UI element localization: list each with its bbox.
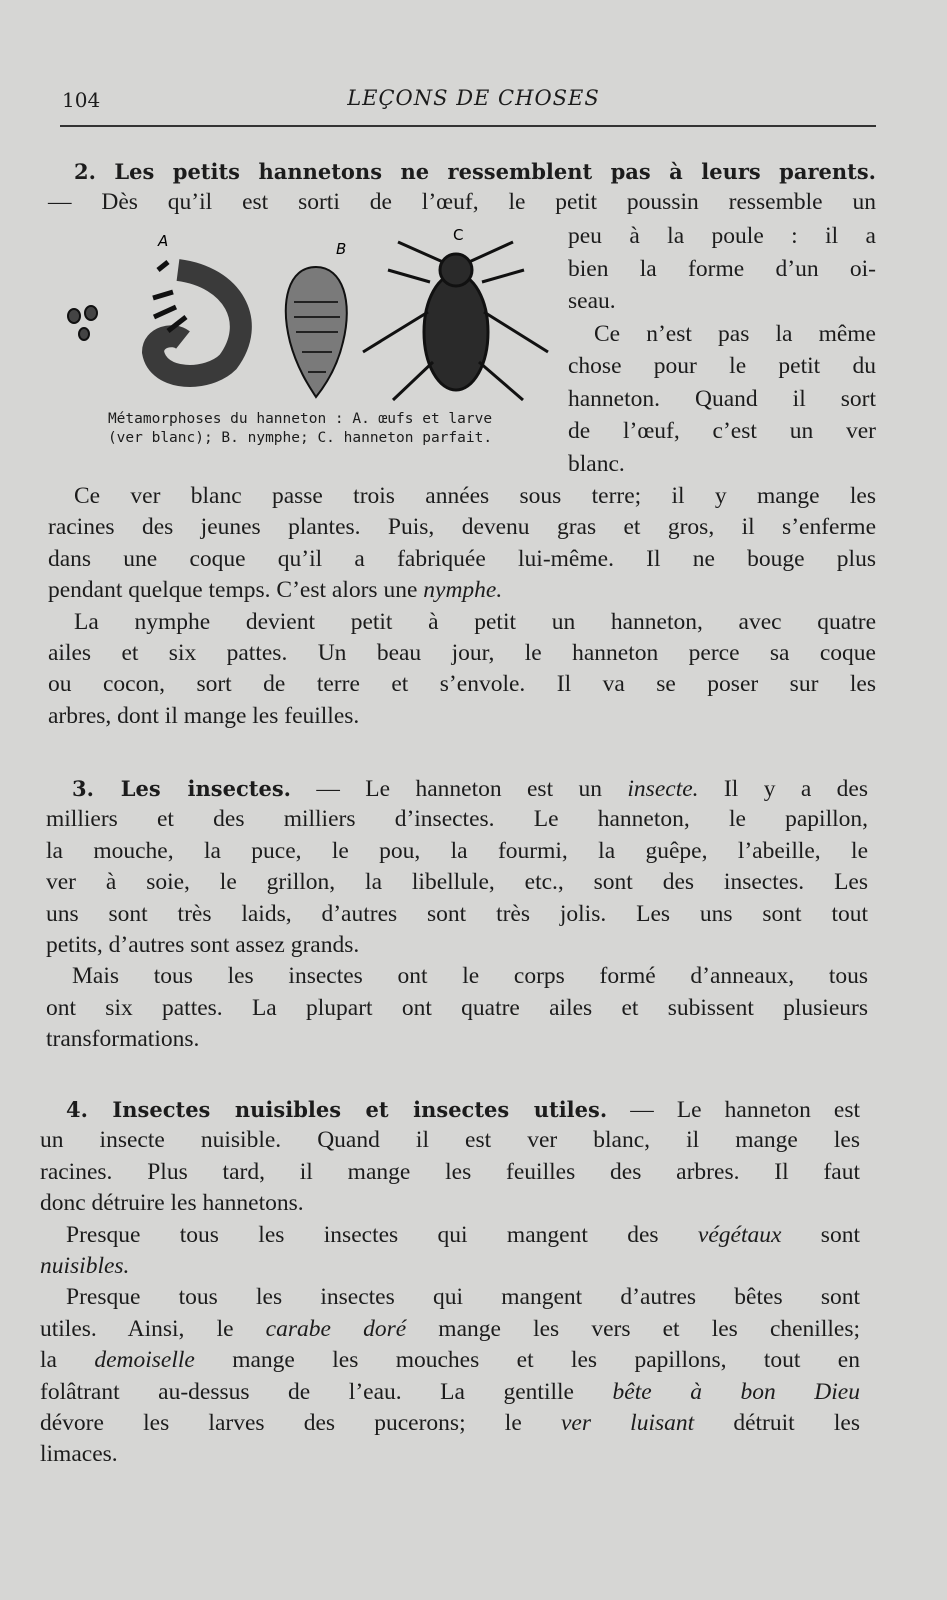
emphasized-term: insecte. — [627, 776, 699, 802]
text-run: Mais tous les insectes ont le corps formé d’anneaux, tous — [72, 963, 868, 990]
text-run: transformations. — [46, 1026, 200, 1053]
text-run: pendant quelque temps. C’est alors une — [48, 577, 424, 604]
text-run: bien la forme d’un oi- — [568, 255, 876, 282]
page-number: 104 — [62, 88, 101, 112]
text-line — [40, 1345, 860, 1376]
text-run: arbres, dont il mange les feuilles. — [48, 702, 360, 729]
text-line — [48, 544, 876, 575]
text-run: peu à la poule : il a — [568, 223, 876, 249]
text-run: la — [40, 1347, 95, 1374]
text-line — [46, 836, 868, 867]
figure-label-a: A — [158, 232, 169, 250]
eggs-drawing — [68, 306, 97, 340]
larva-drawing — [153, 262, 241, 376]
section-3-insects — [46, 773, 868, 1056]
text-run: utiles. Ainsi, le — [40, 1315, 266, 1342]
emphasized-term: nymphe. — [423, 577, 503, 604]
text-run: mange les mouches et les papillons, tout en — [194, 1347, 860, 1374]
text-run: Il y a des — [698, 776, 868, 802]
text-line — [48, 607, 876, 638]
emphasized-term: demoiselle — [94, 1347, 195, 1374]
text-run: blanc. — [568, 450, 625, 477]
emphasized-term: végétaux — [697, 1221, 782, 1248]
text-line — [46, 930, 868, 961]
text-line — [40, 1408, 860, 1439]
section-heading: 2. Les petits hannetons ne ressemblent pas à leurs parents. — [74, 159, 876, 184]
text-line — [40, 1314, 860, 1345]
text-line — [46, 804, 868, 835]
text-run: ont six pattes. La plupart ont quatre ailes et subissent plusieurs — [46, 994, 868, 1021]
header-rule — [60, 125, 876, 127]
text-line — [568, 415, 876, 448]
text-line — [40, 1157, 860, 1188]
text-run: ver à soie, le grillon, la libellule, etc., sont des insectes. Les — [46, 869, 868, 896]
emphasized-term: carabe doré — [265, 1315, 407, 1342]
text-line — [40, 1094, 860, 1125]
emphasized-term: bête à bon Dieu — [612, 1378, 860, 1405]
figure-label-c: C — [453, 226, 464, 244]
text-line — [40, 1377, 860, 1408]
text-run: racines des jeunes plantes. Puis, devenu gras et gros, il s’enferme — [48, 514, 876, 541]
text-line — [46, 899, 868, 930]
text-run: Presque tous les insectes qui mangent d’autres bêtes sont — [66, 1284, 860, 1311]
text-run: la mouche, la puce, le pou, la fourmi, la guêpe, l’abeille, le — [46, 837, 868, 864]
text-line — [46, 993, 868, 1024]
text-line — [48, 187, 876, 218]
text-run: — Dès qu’il est sorti de l’œuf, le petit poussin ressemble un — [48, 189, 876, 216]
text-line — [40, 1251, 860, 1282]
text-run: Ce n’est pas la même — [594, 320, 876, 347]
text-run: chose pour le petit du — [568, 353, 876, 379]
section-2-side-column — [568, 220, 876, 480]
text-line — [46, 867, 868, 898]
caption-line: (ver blanc); B. nymphe; C. hanneton parfait. — [107, 430, 493, 446]
text-line — [48, 575, 876, 606]
text-line — [40, 1282, 860, 1313]
text-run: mange les vers et les chenilles; — [406, 1315, 861, 1342]
running-title: LEÇONS DE CHOSES — [347, 86, 600, 110]
text-run: donc détruire les hannetons. — [40, 1190, 304, 1217]
emphasized-term: nuisibles. — [40, 1252, 130, 1279]
text-run: limaces. — [40, 1441, 118, 1468]
text-line — [568, 448, 876, 481]
text-line — [568, 350, 876, 383]
section-2-intro — [48, 156, 876, 219]
text-run: sont — [781, 1221, 860, 1248]
text-line — [48, 701, 876, 732]
figure-caption — [50, 410, 550, 448]
text-line — [568, 220, 876, 253]
text-line — [40, 1125, 860, 1156]
text-line — [40, 1439, 860, 1470]
text-line — [48, 481, 876, 512]
text-run: hanneton. Quand il sort — [568, 385, 876, 412]
text-line — [568, 253, 876, 286]
text-run: seau. — [568, 288, 616, 314]
text-line — [48, 669, 876, 700]
text-run: dans une coque qu’il a fabriquée lui-même. Il ne bouge plus — [48, 545, 876, 572]
section-heading: 4. Insectes nuisibles et insectes utiles. — [66, 1097, 608, 1122]
text-run: détruit les — [694, 1409, 860, 1436]
text-run: un insecte nuisible. Quand il est ver blanc, il mange les — [40, 1127, 860, 1154]
text-run: de l’œuf, c’est un ver — [568, 418, 876, 444]
text-run: dévore les larves des pucerons; le — [40, 1409, 561, 1436]
text-run: Ce ver blanc passe trois années sous terre; il y mange les — [74, 483, 876, 509]
text-line — [568, 318, 876, 351]
text-line — [46, 1024, 868, 1055]
caption-line: Métamorphoses du hanneton : A. œufs et larve — [107, 411, 493, 427]
text-line — [40, 1220, 860, 1251]
text-run: — Le hanneton est un — [290, 776, 628, 802]
text-run: petits, d’autres sont assez grands. — [46, 931, 360, 958]
text-line — [568, 383, 876, 416]
text-line — [46, 961, 868, 992]
text-run: racines. Plus tard, il mange les feuilles des arbres. Il faut — [40, 1158, 860, 1185]
text-run: uns sont très laids, d’autres sont très jolis. Les uns sont tout — [46, 900, 868, 927]
text-run: ou cocon, sort de terre et s’envole. Il va se poser sur les — [48, 671, 876, 698]
emphasized-term: ver luisant — [560, 1409, 695, 1436]
text-run: Presque tous les insectes qui mangent des — [66, 1221, 698, 1248]
figure-label-b: B — [336, 240, 347, 258]
metamorphosis-illustration — [58, 222, 558, 407]
section-4-harmful-useful — [40, 1094, 860, 1471]
text-run: milliers et des milliers d’insectes. Le hanneton, le papillon, — [46, 806, 868, 833]
text-run: ailes et six pattes. Un beau jour, le hanneton perce sa coque — [48, 639, 876, 666]
pupa-drawing — [286, 267, 347, 397]
text-run: — Le hanneton est — [607, 1097, 861, 1123]
text-line — [46, 773, 868, 804]
section-2-body — [48, 481, 876, 732]
text-run: folâtrant au-dessus de l’eau. La gentille — [40, 1378, 613, 1405]
text-line — [568, 285, 876, 318]
beetle-drawing — [363, 242, 548, 400]
text-line — [48, 638, 876, 669]
text-line — [48, 512, 876, 543]
section-heading: 3. Les insectes. — [72, 776, 291, 801]
text-line — [48, 156, 876, 187]
text-line — [40, 1188, 860, 1219]
text-run: La nymphe devient petit à petit un hanneton, avec quatre — [74, 608, 876, 635]
